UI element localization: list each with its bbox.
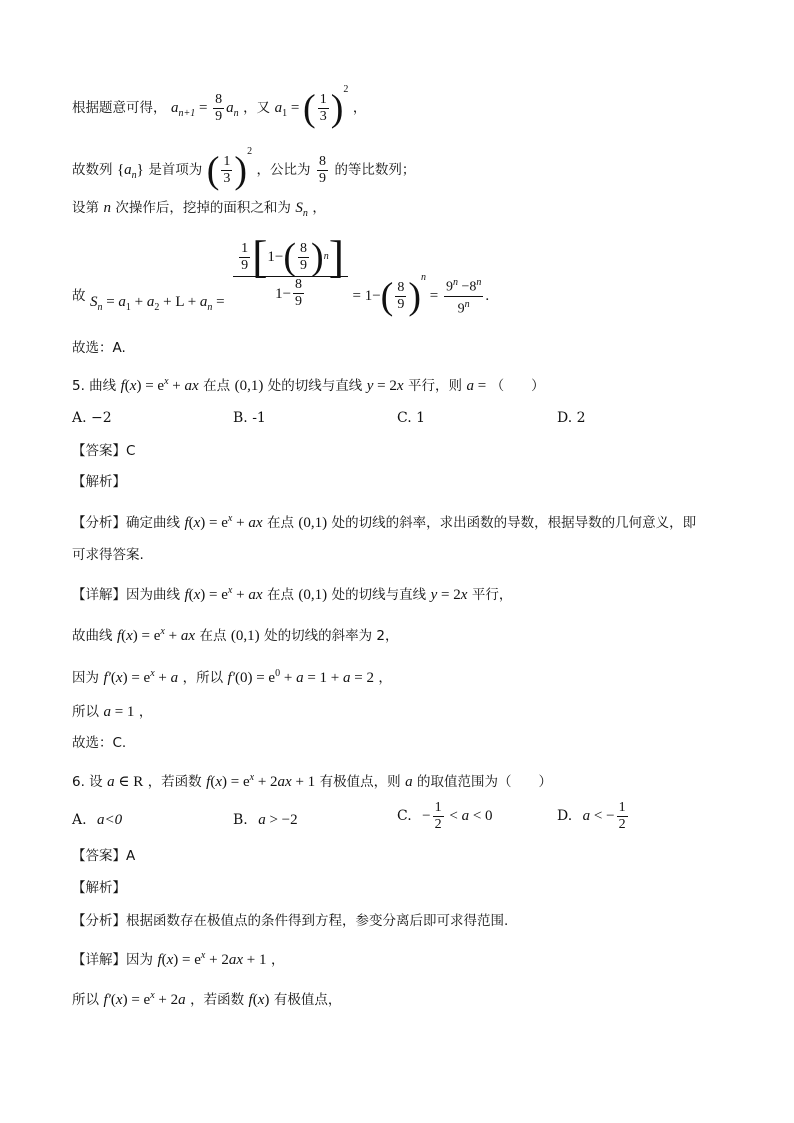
q5-detail-2: [72, 622, 399, 646]
text: ，: [352, 100, 367, 116]
math: a > −2: [258, 812, 298, 828]
q6-jiexi: 【解析】: [72, 880, 126, 896]
math-big-fraction: $\frac{1}{9}$ [ 1− ( $\frac{8}{9}$ ) n ] 1− $\frac{8}{9}$: [233, 238, 348, 310]
q6-option-b: [233, 812, 298, 829]
text: 因为: [72, 670, 99, 686]
question-5: [72, 372, 545, 396]
q5-option-a: A. −2: [72, 410, 112, 426]
math-a-eq: a =: [466, 378, 487, 394]
q6-detail-2: [72, 986, 341, 1010]
q5-jiexi: 【解析】: [72, 474, 126, 490]
text: ，若函数: [190, 992, 245, 1008]
text: 次操作后，挖掉的面积之和为: [115, 200, 291, 216]
q5-detail-3: [72, 664, 392, 688]
math-line: y = 2x: [366, 378, 404, 394]
q5-detail-4: [72, 702, 152, 722]
text: 平行，: [471, 587, 513, 603]
q5-detail-1: [72, 581, 512, 605]
q6-analysis: 【分析】根据函数存在极值点的条件得到方程，参变分离后即可求得范围.: [72, 913, 509, 929]
line-recurrence: [72, 80, 366, 128]
q5-analysis-cont: 可求得答案.: [72, 547, 144, 563]
q5-option-b: B. -1: [233, 410, 266, 426]
select-a: 故选：A.: [72, 340, 126, 356]
math: a < − $\frac{1}{2}$: [582, 800, 626, 832]
text: 处的切线的斜率为 2，: [264, 628, 399, 644]
text: 【详解】因为: [72, 952, 153, 968]
q5-option-c: C. 1: [397, 410, 426, 426]
text: 在点: [266, 587, 294, 603]
text: ，: [312, 200, 326, 216]
text: 5. 曲线: [72, 378, 117, 394]
text: 故: [72, 288, 86, 304]
text: 平行，则: [408, 378, 463, 394]
q6-option-c: [397, 800, 493, 833]
q5-answer: 【答案】C: [72, 443, 136, 459]
text: ，所以: [182, 670, 224, 686]
text: 在点: [266, 515, 294, 531]
math-point: (0,1): [230, 628, 260, 644]
text: 故数列: [72, 162, 113, 178]
math-fx: $f(x) = e^x$ + ax: [184, 513, 263, 531]
math-fx: $f(x) = e^x$ + ax: [184, 585, 263, 603]
text: 所以: [72, 704, 99, 720]
math-a: a: [405, 774, 413, 790]
text: 故曲线: [72, 628, 113, 644]
text: 在点: [199, 628, 227, 644]
label: A.: [72, 812, 87, 828]
text: ，: [378, 670, 392, 686]
text: 处的切线与直线: [331, 587, 427, 603]
math-recurrence: $a_{n+1}$ = $\frac{8}{9}$ $a_n$: [170, 92, 239, 125]
text: 处的切线的斜率，求出函数的导数，根据导数的几何意义，即: [331, 515, 697, 531]
math-point: (0,1): [298, 515, 328, 531]
math-fx6: $f(x) = e^x + 2ax + 1$: [206, 772, 316, 790]
math-ratio: $\frac{8}{9}$: [318, 154, 326, 187]
text: 是首项为: [148, 162, 203, 178]
q5-select: 故选：C.: [72, 735, 127, 751]
text: 的等比数列；: [334, 162, 416, 178]
text: 的取值范围为（ ）: [417, 774, 553, 790]
math-a1: $a_1$ = ( $\frac{1}{3}$ )$^2$: [274, 84, 349, 130]
line-sum-def: [72, 198, 326, 224]
math-a-in-r: a ∈ R: [107, 774, 144, 790]
text: 所以: [72, 992, 99, 1008]
math-n: n: [103, 200, 111, 216]
line-sum-formula: [72, 231, 490, 318]
question-6: [72, 768, 552, 792]
text: ，: [270, 952, 285, 968]
text: 【分析】确定曲线: [72, 515, 180, 531]
math: − $\frac{1}{2}$ < a < 0: [422, 800, 493, 832]
line-geometric: [72, 142, 415, 190]
math-point: (0,1): [234, 378, 264, 394]
math-fx: $f(x) = e^x$ + ax: [120, 376, 199, 394]
text: ，公比为: [256, 162, 311, 178]
math-first-term: ( $\frac{1}{3}$ )$^2$: [206, 146, 253, 192]
math-fprime6: $f'(x) = e^x + 2a$: [103, 990, 186, 1008]
math-point: (0,1): [298, 587, 328, 603]
math-fprime: $f'(x) = e^x + a$: [103, 668, 179, 686]
math-fx: $f(x) = e^x$ + ax: [116, 626, 196, 644]
text: 根据题意可得，: [72, 100, 167, 116]
text: （ ）: [490, 378, 545, 394]
text: 在点: [203, 378, 231, 394]
math-seq: $\{a_n\}$: [116, 162, 144, 181]
q5-analysis: [72, 509, 696, 533]
text: ，若函数: [147, 774, 202, 790]
math-line: y = 2x: [430, 587, 468, 603]
q6-detail-1: [72, 946, 284, 970]
text: 【详解】因为曲线: [72, 587, 180, 603]
math-fprime0: $f'(0) = e^0 + a = 1 + a = 2$: [227, 668, 374, 686]
text: ，: [138, 704, 153, 720]
label: D.: [557, 807, 573, 824]
label: B.: [233, 812, 248, 828]
q6-option-d: [557, 800, 630, 833]
text: 有极值点，则: [319, 774, 401, 790]
label: C.: [397, 807, 412, 824]
q6-option-a: [72, 812, 122, 829]
math: a<0: [97, 812, 123, 828]
text: ，又: [243, 100, 271, 116]
q6-answer: 【答案】A: [72, 848, 136, 864]
math-sn: $S_n$: [295, 200, 308, 219]
text: 6. 设: [72, 774, 103, 790]
q5-option-d: D. 2: [557, 410, 586, 426]
math-fx6: $f(x) = e^x + 2ax + 1$: [157, 950, 267, 968]
text: 有极值点，: [273, 992, 342, 1008]
text: 设第: [72, 200, 99, 216]
math-a1: a = 1: [103, 704, 135, 720]
math-fx-short: f(x): [248, 992, 270, 1008]
math-sum-expr: $S_n = a_1 + a_2 + L + a_n$ =: [89, 294, 225, 313]
math-sum-result: = 1−( $\frac{8}{9}$ )$^n$ = $\frac{9^n -8^n}{9^n}$ .: [352, 272, 490, 318]
text: 处的切线与直线: [267, 378, 363, 394]
